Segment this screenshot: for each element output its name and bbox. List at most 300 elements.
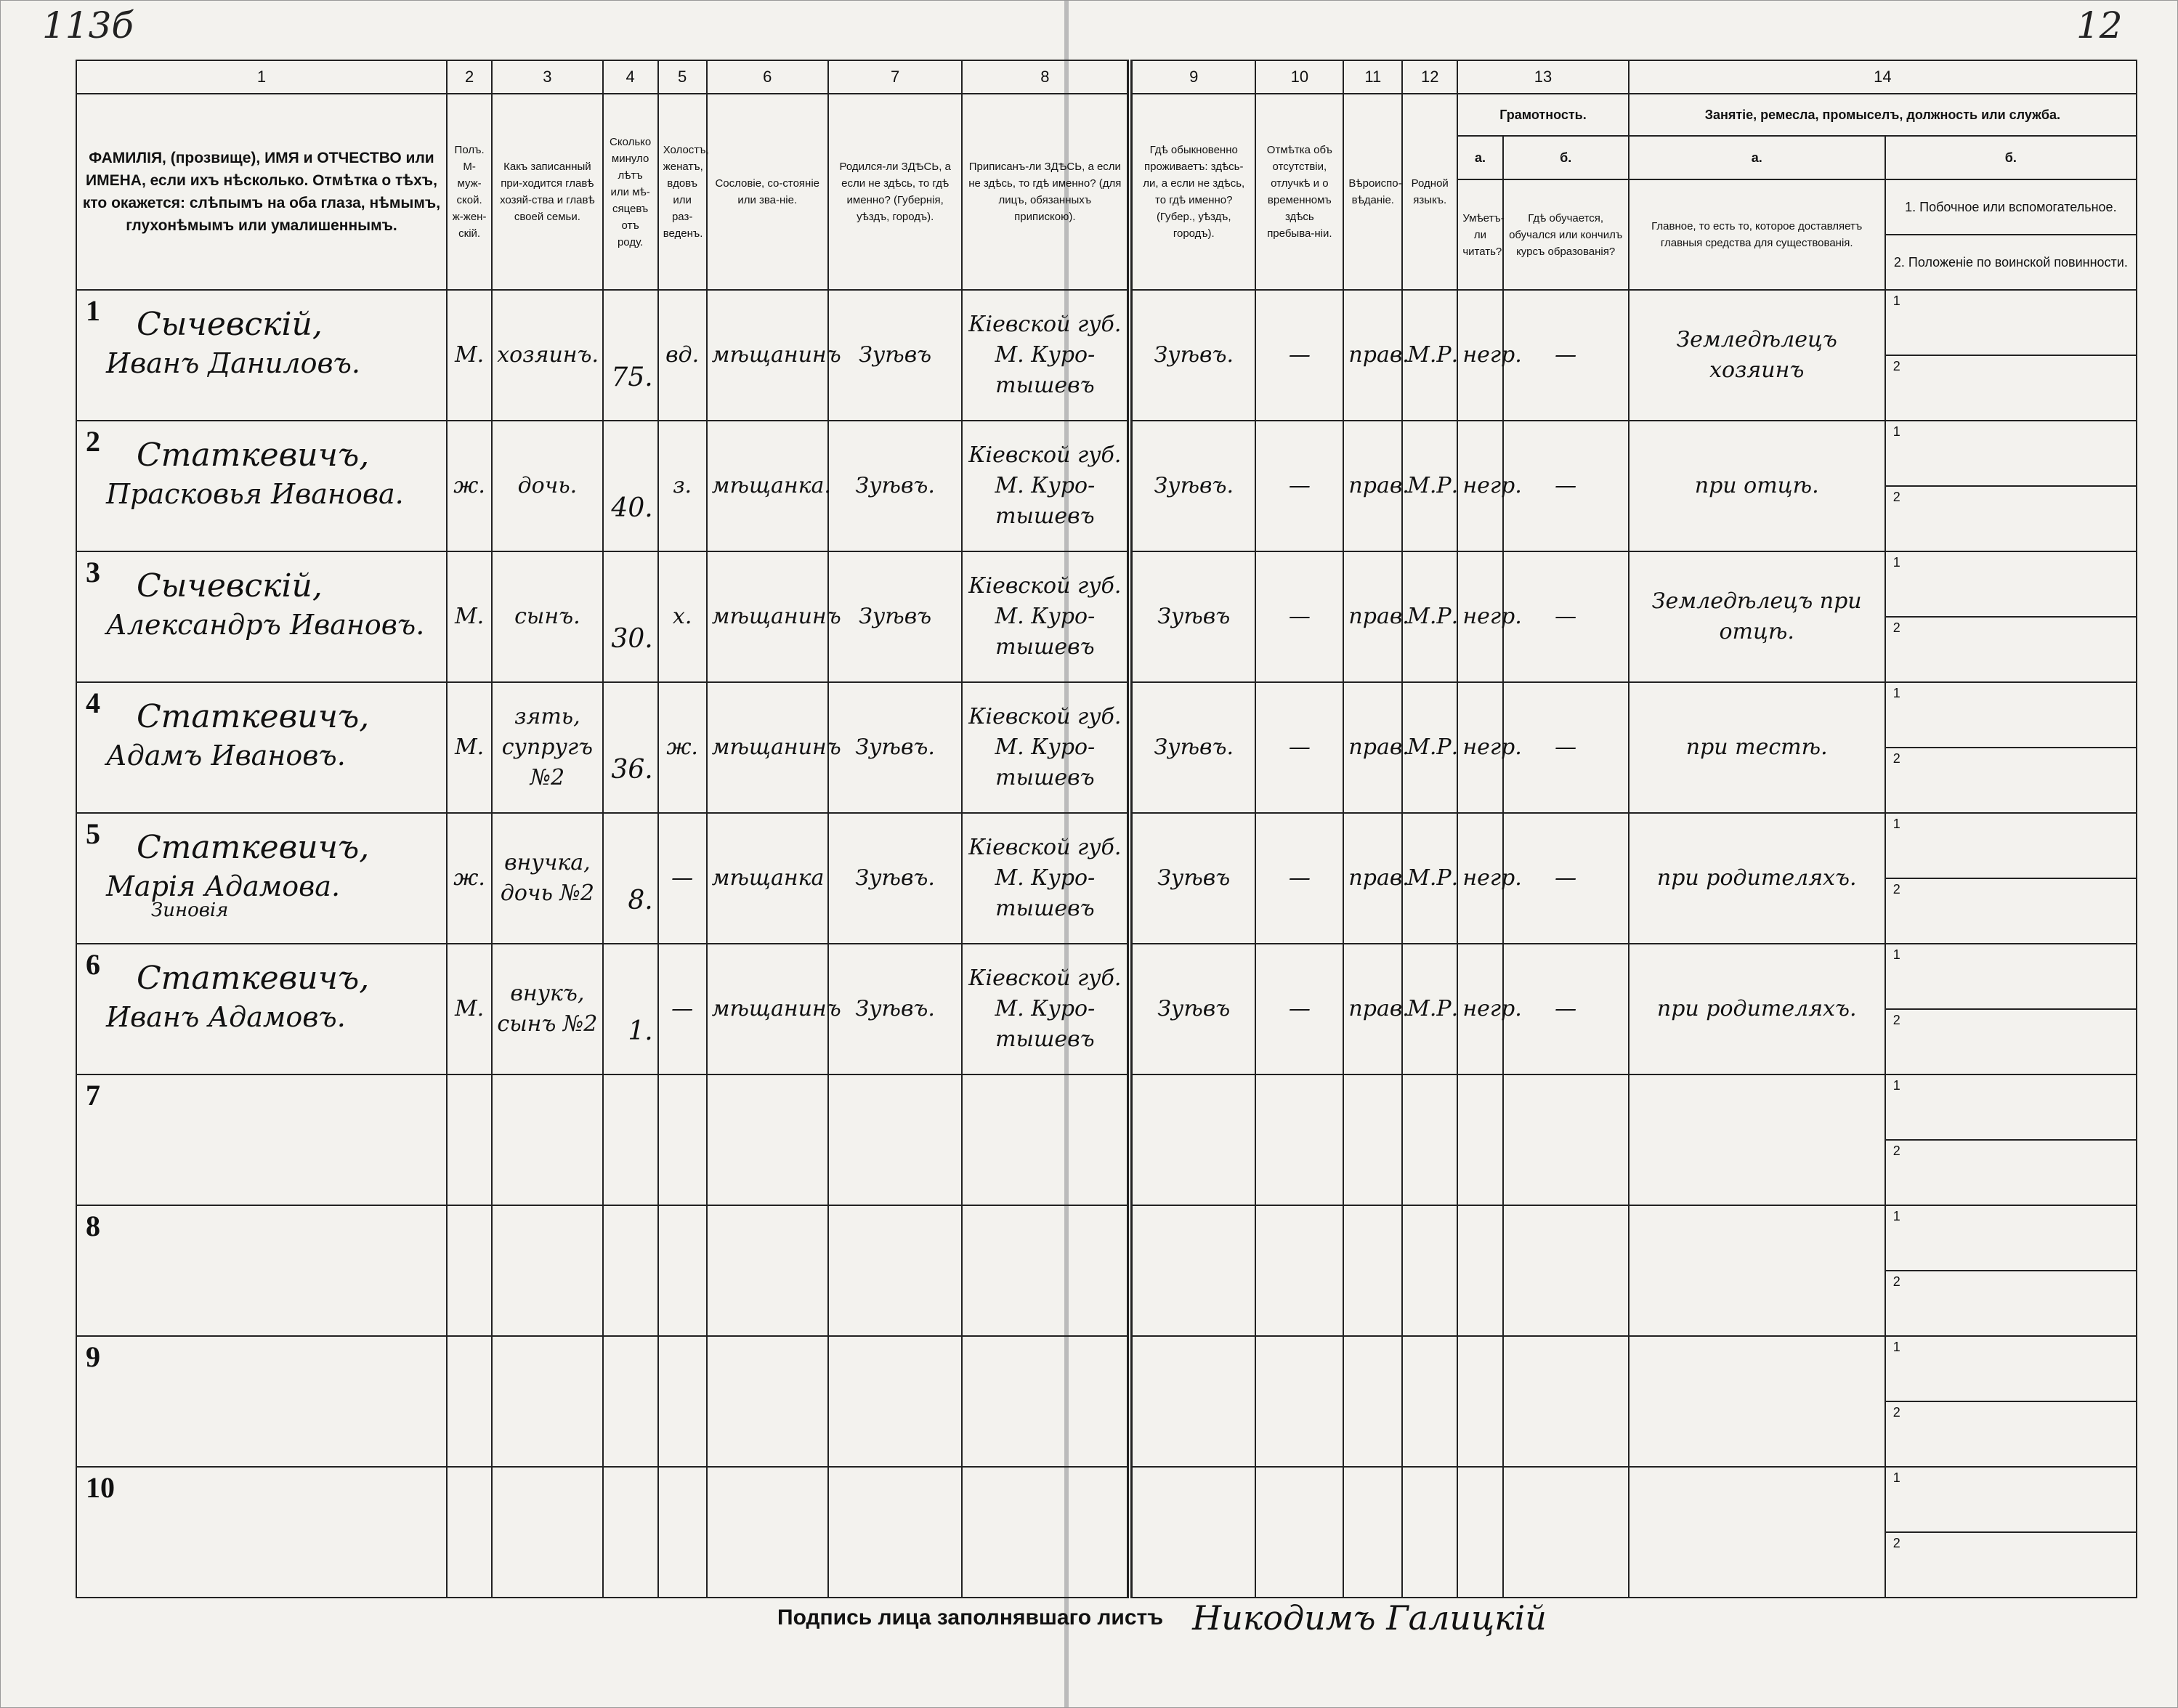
absence-cell	[1255, 421, 1343, 551]
name-cell	[76, 290, 447, 421]
marital-cell	[658, 1336, 707, 1467]
born-cell-value: Зуѣвъ.	[855, 996, 935, 1021]
relation-cell-value: зять, супругъ №2	[501, 704, 594, 790]
born-cell	[828, 682, 963, 813]
registered-cell	[962, 1205, 1130, 1336]
given-name: Иванъ Даниловъ.	[106, 347, 360, 379]
education-cell-value: —	[1555, 342, 1577, 368]
education-cell	[1503, 1467, 1629, 1598]
education-cell	[1503, 1336, 1629, 1467]
marital-cell	[658, 1074, 707, 1205]
header-secondary-occupation	[1885, 179, 2137, 290]
sex-cell	[447, 290, 492, 421]
age-value: 1.	[628, 1016, 653, 1046]
table-row	[76, 421, 2137, 551]
name-cell	[76, 682, 447, 813]
sex-cell-value: М.	[454, 734, 485, 760]
marital-cell	[658, 682, 707, 813]
row-number: 3	[86, 556, 100, 588]
secondary-occupation-cell	[1885, 421, 2137, 551]
census-table	[76, 60, 2137, 1598]
occupation-cell	[1629, 551, 1885, 682]
registered-cell-value: Кіевской губ. М. Куро-тышевъ	[968, 704, 1122, 790]
language-cell	[1402, 1467, 1457, 1598]
estate-cell	[707, 1205, 828, 1336]
estate-cell-value: мѣщанинъ	[711, 342, 841, 368]
sex-cell	[447, 551, 492, 682]
surname: Статкевичъ,	[137, 960, 370, 997]
marital-cell-value: з.	[673, 473, 692, 498]
header-main-occupation: Главное, то есть то, которое доставляетъ главныя средства для существованія.	[1629, 179, 1885, 290]
page-number-right: 12	[2076, 4, 2123, 46]
secondary-line-2-label: 2	[1892, 1405, 1900, 1420]
age-value: 30.	[611, 623, 653, 654]
language-cell	[1402, 1336, 1457, 1467]
name-note: Зиновія	[151, 899, 229, 921]
literate-cell-value: негр.	[1462, 604, 1522, 629]
language-cell-value: М.Р.	[1407, 734, 1459, 760]
table-row	[76, 1467, 2137, 1598]
estate-cell-value: мѣщанинъ	[711, 734, 841, 760]
secondary-occupation-cell	[1885, 1336, 2137, 1467]
absence-cell	[1255, 944, 1343, 1074]
header-14a-letter: а.	[1629, 136, 1885, 179]
header-can-read: Умѣетъ-ли читать?	[1457, 179, 1502, 290]
colnum-14: 14	[1629, 60, 2137, 94]
occupation-cell-value: Земледѣлецъ хозяинъ	[1676, 327, 1837, 383]
relation-cell	[492, 1467, 602, 1598]
colnum-9: 9	[1130, 60, 1255, 94]
header-occupation: Занятіе, ремесла, промыселъ, должность или служба.	[1629, 94, 2137, 136]
secondary-line-2-label: 2	[1892, 1144, 1900, 1158]
occupation-cell-value: Земледѣлецъ при отцѣ.	[1651, 588, 1862, 644]
secondary-line-2	[1886, 1533, 2136, 1597]
secondary-line-2-label: 2	[1892, 1274, 1900, 1289]
born-cell-value: Зуѣвъ.	[855, 473, 935, 498]
column-number-row	[76, 60, 2137, 94]
given-name: Марія Адамова.	[106, 870, 341, 902]
literate-cell-value: негр.	[1462, 996, 1522, 1021]
footer-label: Подпись лица заполнявшаго листъ	[777, 1606, 1164, 1630]
resides-cell	[1130, 682, 1255, 813]
secondary-line-1	[1886, 1337, 2136, 1402]
registered-cell	[962, 1336, 1130, 1467]
marital-cell	[658, 551, 707, 682]
registered-cell	[962, 1074, 1130, 1205]
table-row	[76, 682, 2137, 813]
literate-cell	[1457, 1074, 1502, 1205]
secondary-occupation-cell	[1885, 1467, 2137, 1598]
registered-cell-value: Кіевской губ. М. Куро-тышевъ	[968, 835, 1122, 921]
estate-cell-value: мѣщанинъ	[711, 604, 841, 629]
born-cell	[828, 1467, 963, 1598]
occupation-cell-value: при родителяхъ.	[1656, 996, 1857, 1021]
literate-cell-value: негр.	[1462, 342, 1522, 368]
language-cell-value: М.Р.	[1407, 865, 1459, 891]
literate-cell	[1457, 1467, 1502, 1598]
header-secondary-2: 2. Положеніе по воинской повинности.	[1893, 254, 2128, 270]
surname: Статкевичъ,	[137, 829, 370, 866]
born-cell	[828, 813, 963, 944]
colnum-2: 2	[447, 60, 492, 94]
secondary-line-1-label: 1	[1892, 1470, 1900, 1485]
estate-cell-value: мѣщанка.	[711, 473, 831, 498]
language-cell	[1402, 813, 1457, 944]
secondary-line-1-label: 1	[1892, 947, 1900, 962]
secondary-line-2	[1886, 618, 2136, 681]
secondary-line-1	[1886, 1206, 2136, 1271]
footer-signature: Никодимъ Галицкій	[1192, 1598, 1547, 1638]
education-cell-value: —	[1555, 865, 1577, 891]
row-number: 9	[86, 1340, 100, 1373]
colnum-8: 8	[962, 60, 1130, 94]
estate-cell	[707, 551, 841, 682]
header-secondary-1: 1. Побочное или вспомогательное.	[1886, 180, 2136, 235]
relation-cell	[492, 813, 602, 944]
marital-cell-value: ж.	[666, 734, 698, 760]
born-cell-value: Зуѣвъ.	[855, 734, 935, 760]
registered-cell-value: Кіевской губ. М. Куро-тышевъ	[968, 573, 1122, 660]
language-cell	[1402, 290, 1457, 421]
occupation-cell	[1629, 421, 1885, 551]
secondary-line-2	[1886, 1402, 2136, 1466]
literate-cell	[1457, 944, 1522, 1074]
age-cell	[603, 813, 658, 944]
resides-cell-value: Зуѣвъ	[1157, 604, 1231, 629]
header-row	[76, 94, 2137, 136]
name-cell	[76, 1467, 447, 1598]
born-cell	[828, 1205, 963, 1336]
colnum-5: 5	[658, 60, 707, 94]
resides-cell-value: Зуѣвъ.	[1154, 473, 1234, 498]
row-number: 4	[86, 687, 100, 719]
marital-cell	[658, 1205, 707, 1336]
registered-cell	[962, 551, 1130, 682]
occupation-cell	[1629, 944, 1885, 1074]
registered-cell-value: Кіевской губ. М. Куро-тышевъ	[968, 442, 1122, 529]
religion-cell	[1343, 682, 1409, 813]
literate-cell-value: негр.	[1462, 865, 1522, 891]
secondary-line-1	[1886, 814, 2136, 879]
born-cell	[828, 421, 963, 551]
header-13a-letter: а.	[1457, 136, 1502, 179]
marital-cell-value: —	[671, 865, 694, 891]
marital-cell-value: —	[671, 996, 694, 1021]
age-cell	[603, 1074, 658, 1205]
relation-cell-value: внучка, дочь №2	[500, 850, 594, 906]
resides-cell-value: Зуѣвъ.	[1154, 734, 1234, 760]
secondary-line-2	[1886, 487, 2136, 551]
estate-cell	[707, 682, 841, 813]
resides-cell-value: Зуѣвъ	[1157, 996, 1231, 1021]
header-name: ФАМИЛІЯ, (прозвище), ИМЯ и ОТЧЕСТВО или ИМЕНА, если ихъ нѣсколько. Отмѣтка о тѣхъ, кто окажется: слѣпымъ на оба глаза, нѣмымъ, глухонѣмымъ или умалишеннымъ.	[76, 94, 447, 290]
absence-cell	[1255, 290, 1343, 421]
absence-cell	[1255, 1205, 1343, 1336]
given-name: Александръ Ивановъ.	[106, 609, 425, 641]
resides-cell-value: Зуѣвъ.	[1154, 342, 1234, 368]
name-cell	[76, 1336, 447, 1467]
occupation-cell	[1629, 1336, 1885, 1467]
registered-cell	[962, 421, 1130, 551]
secondary-line-2-label: 2	[1892, 1536, 1900, 1550]
surname: Сычевскій,	[137, 306, 323, 343]
table-row	[76, 290, 2137, 421]
marital-cell	[658, 421, 707, 551]
marital-cell	[658, 944, 707, 1074]
secondary-line-2	[1886, 1271, 2136, 1335]
secondary-line-1	[1886, 944, 2136, 1010]
language-cell	[1402, 1205, 1457, 1336]
education-cell-value: —	[1555, 734, 1577, 760]
secondary-line-2-label: 2	[1892, 1013, 1900, 1027]
colnum-10: 10	[1255, 60, 1343, 94]
occupation-cell-value: при отцѣ.	[1694, 473, 1819, 498]
relation-cell	[492, 1205, 602, 1336]
secondary-occupation-cell	[1885, 551, 2137, 682]
religion-cell-value: прав.	[1348, 996, 1409, 1021]
registered-cell	[962, 682, 1130, 813]
header-relation: Какъ записанный при-ходится главѣ хозяй-ства и главѣ своей семьи.	[492, 94, 602, 290]
secondary-line-2	[1886, 356, 2136, 420]
secondary-line-1	[1886, 421, 2136, 487]
secondary-line-1-label: 1	[1892, 424, 1900, 439]
literate-cell-value: негр.	[1462, 734, 1522, 760]
secondary-line-2-label: 2	[1892, 490, 1900, 504]
colnum-13: 13	[1457, 60, 1628, 94]
sex-cell-value: ж.	[453, 473, 485, 498]
table-row	[76, 1205, 2137, 1336]
table-row	[76, 1336, 2137, 1467]
secondary-line-1	[1886, 1468, 2136, 1533]
age-cell	[603, 421, 658, 551]
sex-cell	[447, 421, 492, 551]
absence-cell	[1255, 1074, 1343, 1205]
table-row	[76, 1074, 2137, 1205]
estate-cell	[707, 1467, 828, 1598]
header-registered: Приписанъ-ли ЗДѢСЬ, а если не здѣсь, то гдѣ именно? (для лицъ, обязанныхъ припискою).	[962, 94, 1130, 290]
table-row	[76, 813, 2137, 944]
header-estate: Сословіе, со-стояніе или зва-ніе.	[707, 94, 828, 290]
registered-cell-value: Кіевской губ. М. Куро-тышевъ	[968, 312, 1122, 398]
surname: Статкевичъ,	[137, 698, 370, 735]
footer	[777, 1598, 1547, 1638]
education-cell	[1503, 1074, 1629, 1205]
resides-cell	[1130, 1074, 1255, 1205]
religion-cell-value: прав.	[1348, 473, 1409, 498]
secondary-line-2-label: 2	[1892, 882, 1900, 897]
born-cell	[828, 290, 963, 421]
relation-cell	[492, 1336, 602, 1467]
sex-cell	[447, 1467, 492, 1598]
absence-cell-value: —	[1288, 473, 1311, 498]
age-value: 40.	[611, 493, 653, 523]
given-name: Иванъ Адамовъ.	[106, 1001, 346, 1033]
relation-cell	[492, 944, 602, 1074]
marital-cell	[658, 813, 707, 944]
secondary-line-2	[1886, 1141, 2136, 1205]
name-cell	[76, 1074, 447, 1205]
sex-cell	[447, 1205, 492, 1336]
row-number: 10	[86, 1471, 115, 1504]
header-absence: Отмѣтка объ отсутствіи, отлучкѣ и о временномъ здѣсь пребыва-ніи.	[1255, 94, 1343, 290]
row-number: 2	[86, 425, 100, 458]
secondary-line-1	[1886, 552, 2136, 618]
religion-cell-value: прав.	[1348, 604, 1409, 629]
absence-cell-value: —	[1288, 342, 1311, 368]
header-sex: Полъ. М-муж-ской. ж-жен-скій.	[447, 94, 492, 290]
row-number: 8	[86, 1210, 100, 1242]
colnum-12: 12	[1402, 60, 1457, 94]
secondary-line-1-label: 1	[1892, 1340, 1900, 1354]
age-value: 36.	[611, 754, 653, 785]
row-number: 7	[86, 1079, 100, 1112]
estate-cell	[707, 1336, 828, 1467]
religion-cell-value: прав.	[1348, 734, 1409, 760]
sex-cell-value: ж.	[453, 865, 485, 891]
sex-cell-value: М.	[454, 342, 485, 368]
secondary-line-1	[1886, 291, 2136, 356]
secondary-line-2	[1886, 1010, 2136, 1074]
header-marital: Холостъ, женатъ, вдовъ или раз-веденъ.	[658, 94, 707, 290]
absence-cell	[1255, 682, 1343, 813]
marital-cell	[658, 1467, 707, 1598]
colnum-6: 6	[707, 60, 828, 94]
age-value: 75.	[611, 362, 653, 392]
age-cell	[603, 1205, 658, 1336]
relation-cell-value: внукъ, сынъ №2	[497, 981, 598, 1037]
religion-cell	[1343, 944, 1409, 1074]
colnum-4: 4	[603, 60, 658, 94]
born-cell-value: Зуѣвъ	[859, 604, 932, 629]
sex-cell	[447, 813, 492, 944]
estate-cell	[707, 1074, 828, 1205]
estate-cell-value: мѣщанинъ	[711, 996, 841, 1021]
relation-cell-value: дочь.	[517, 473, 578, 498]
secondary-line-1-label: 1	[1892, 686, 1900, 700]
secondary-occupation-cell	[1885, 682, 2137, 813]
colnum-11: 11	[1343, 60, 1402, 94]
secondary-occupation-cell	[1885, 813, 2137, 944]
census-rows	[76, 290, 2137, 1598]
religion-cell-value: прав.	[1348, 342, 1409, 368]
colnum-3: 3	[492, 60, 602, 94]
registered-cell	[962, 813, 1130, 944]
header-13b-letter: б.	[1503, 136, 1629, 179]
occupation-cell	[1629, 1074, 1885, 1205]
absence-cell	[1255, 1336, 1343, 1467]
resides-cell	[1130, 1336, 1255, 1467]
sex-cell	[447, 944, 492, 1074]
registered-cell	[962, 944, 1130, 1074]
row-number: 1	[86, 294, 100, 327]
secondary-occupation-cell	[1885, 290, 2137, 421]
religion-cell	[1343, 551, 1409, 682]
occupation-cell	[1629, 1205, 1885, 1336]
occupation-cell	[1629, 1467, 1885, 1598]
born-cell-value: Зуѣвъ.	[855, 865, 935, 891]
education-cell-value: —	[1555, 473, 1577, 498]
header-literacy: Грамотность.	[1457, 94, 1628, 136]
education-cell	[1503, 1205, 1629, 1336]
estate-cell-value: мѣщанка	[711, 865, 825, 891]
absence-cell	[1255, 813, 1343, 944]
resides-cell	[1130, 290, 1255, 421]
absence-cell	[1255, 1467, 1343, 1598]
resides-cell	[1130, 1467, 1255, 1598]
language-cell	[1402, 944, 1457, 1074]
registered-cell	[962, 1467, 1130, 1598]
born-cell	[828, 1336, 963, 1467]
language-cell	[1402, 421, 1457, 551]
resides-cell	[1130, 551, 1255, 682]
row-number: 5	[86, 817, 100, 850]
colnum-1: 1	[76, 60, 447, 94]
literate-cell	[1457, 682, 1522, 813]
occupation-cell	[1629, 290, 1885, 421]
name-cell	[76, 944, 447, 1074]
secondary-occupation-cell	[1885, 944, 2137, 1074]
language-cell-value: М.Р.	[1407, 342, 1459, 368]
secondary-occupation-cell	[1885, 1074, 2137, 1205]
occupation-cell-value: при тестѣ.	[1685, 734, 1828, 760]
secondary-line-1-label: 1	[1892, 817, 1900, 831]
education-cell-value: —	[1555, 604, 1577, 629]
language-cell	[1402, 551, 1457, 682]
resides-cell-value: Зуѣвъ	[1157, 865, 1231, 891]
name-cell	[76, 421, 447, 551]
language-cell	[1402, 682, 1457, 813]
sex-cell-value: М.	[454, 996, 485, 1021]
name-cell	[76, 813, 447, 944]
religion-cell	[1343, 813, 1409, 944]
page-number-left: 113б	[42, 4, 134, 46]
religion-cell	[1343, 1467, 1402, 1598]
sex-cell	[447, 1074, 492, 1205]
resides-cell	[1130, 1205, 1255, 1336]
literate-cell	[1457, 551, 1522, 682]
header-education: Гдѣ обучается, обучался или кончилъ курсъ образованія?	[1503, 179, 1629, 290]
religion-cell-value: прав.	[1348, 865, 1409, 891]
secondary-line-2	[1886, 748, 2136, 812]
relation-cell	[492, 421, 602, 551]
resides-cell	[1130, 421, 1255, 551]
secondary-line-1-label: 1	[1892, 1209, 1900, 1223]
header-resides: Гдѣ обыкновенно проживаетъ: здѣсь-ли, а если не здѣсь, то гдѣ именно? (Губер., уѣздъ, городъ).	[1130, 94, 1255, 290]
given-name: Адамъ Ивановъ.	[106, 740, 346, 772]
surname: Статкевичъ,	[137, 437, 370, 474]
occupation-cell	[1629, 682, 1885, 813]
occupation-cell-value: при родителяхъ.	[1656, 865, 1857, 891]
secondary-line-2-label: 2	[1892, 359, 1900, 373]
religion-cell	[1343, 290, 1409, 421]
literate-cell	[1457, 290, 1522, 421]
header-born: Родился-ли ЗДѢСЬ, а если не здѣсь, то гдѣ именно? (Губернія, уѣздъ, городъ).	[828, 94, 963, 290]
secondary-line-2-label: 2	[1892, 620, 1900, 635]
age-cell	[603, 290, 658, 421]
resides-cell	[1130, 813, 1255, 944]
age-cell	[603, 1336, 658, 1467]
absence-cell-value: —	[1288, 996, 1311, 1021]
secondary-line-1-label: 1	[1892, 1078, 1900, 1093]
absence-cell-value: —	[1288, 734, 1311, 760]
secondary-line-2	[1886, 879, 2136, 943]
secondary-line-1-label: 1	[1892, 294, 1900, 308]
age-cell	[603, 944, 658, 1074]
literate-cell-value: негр.	[1462, 473, 1522, 498]
surname: Сычевскій,	[137, 567, 323, 604]
sex-cell	[447, 1336, 492, 1467]
age-cell	[603, 551, 658, 682]
